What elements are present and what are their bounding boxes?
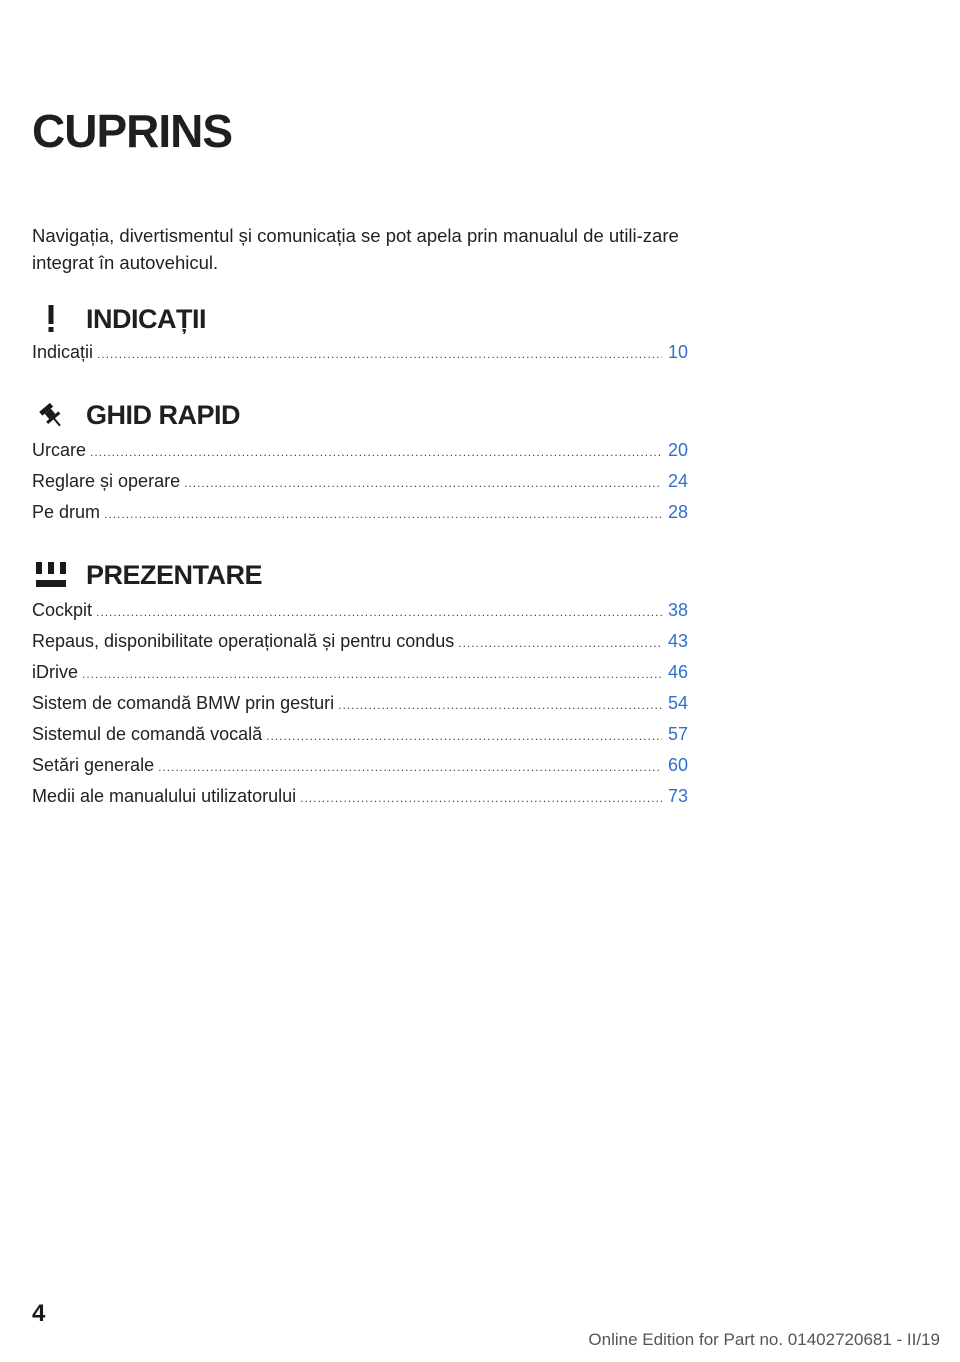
- dot-leader: [82, 667, 662, 681]
- toc-entry-label: Repaus, disponibilitate operațională și pentru condus: [32, 631, 455, 651]
- dot-leader: [104, 507, 662, 521]
- toc-entry[interactable]: [32, 662, 688, 686]
- toc-page-link[interactable]: 10: [667, 342, 688, 362]
- toc-entry[interactable]: [32, 724, 688, 748]
- toc-entry-label: Sistemul de comandă vocală: [32, 724, 263, 744]
- section-title: PREZENTARE: [86, 559, 263, 590]
- toc-entry-label: Pe drum: [32, 502, 101, 522]
- section-header-ghid-rapid: [32, 398, 240, 432]
- dot-leader: [90, 445, 662, 459]
- pin-icon: [32, 398, 70, 432]
- dot-leader: [184, 476, 662, 490]
- toc-entry-label: Indicații: [32, 342, 94, 362]
- toc-entry-label: iDrive: [32, 662, 79, 682]
- exclamation-icon: [32, 302, 70, 336]
- toc-page-link[interactable]: 20: [667, 440, 688, 460]
- toc-entry[interactable]: [32, 786, 688, 810]
- toc-page-link[interactable]: 57: [667, 724, 688, 744]
- dot-leader: [300, 791, 662, 805]
- toc-entry[interactable]: [32, 440, 688, 464]
- toc-entry-label: Reglare și operare: [32, 471, 181, 491]
- toc-entry[interactable]: [32, 631, 688, 655]
- toc-page-link[interactable]: 24: [667, 471, 688, 491]
- toc-page-link[interactable]: 54: [667, 693, 688, 713]
- toc-entry[interactable]: [32, 471, 688, 495]
- section-header-prezentare: [32, 558, 262, 592]
- dot-leader: [338, 698, 662, 712]
- dot-leader: [266, 729, 662, 743]
- section-title: INDICAȚII: [86, 303, 206, 334]
- intro-paragraph: Navigația, divertismentul și comunicația se pot apela prin manualul de utili-zare integrat în autovehicul.: [32, 225, 679, 273]
- page-number: 4: [32, 1300, 46, 1327]
- dot-leader: [97, 347, 662, 361]
- toc-page-link[interactable]: 60: [667, 755, 688, 775]
- toc-entry[interactable]: [32, 600, 688, 624]
- toc-entry[interactable]: [32, 342, 688, 366]
- grid-icon: [32, 558, 70, 592]
- page-title: CUPRINS: [32, 105, 233, 157]
- toc-page-link[interactable]: 38: [667, 600, 688, 620]
- toc-page-link[interactable]: 46: [667, 662, 688, 682]
- toc-entry-label: Medii ale manualului utilizatorului: [32, 786, 297, 806]
- footer-edition-text: Online Edition for Part no. 01402720681 - II/19: [588, 1330, 940, 1349]
- toc-entry[interactable]: [32, 755, 688, 779]
- toc-entry-label: Urcare: [32, 440, 87, 460]
- dot-leader: [458, 636, 662, 650]
- toc-entry[interactable]: [32, 693, 688, 717]
- dot-leader: [96, 605, 662, 619]
- toc-entry-label: Sistem de comandă BMW prin gesturi: [32, 693, 335, 713]
- toc-entry-label: Setări generale: [32, 755, 155, 775]
- dot-leader: [158, 760, 662, 774]
- toc-page-link[interactable]: 43: [667, 631, 688, 651]
- toc-entry-label: Cockpit: [32, 600, 93, 620]
- toc-entry[interactable]: [32, 502, 688, 526]
- toc-page-link[interactable]: 28: [667, 502, 688, 522]
- section-title: GHID RAPID: [86, 399, 241, 430]
- section-header-indicatii: [32, 302, 206, 336]
- toc-page-link[interactable]: 73: [667, 786, 688, 806]
